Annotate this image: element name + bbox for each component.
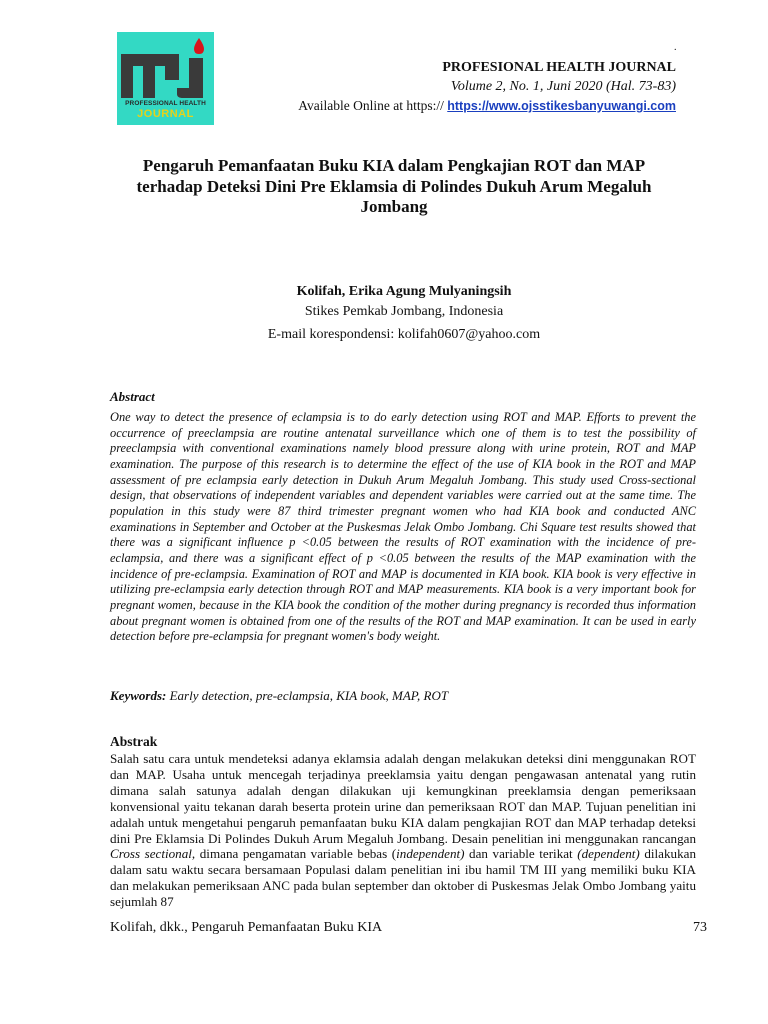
page-number: 73 [693, 920, 707, 935]
article-title: Pengaruh Pemanfaatan Buku KIA dalam Pengkajian ROT dan MAP terhadap Deteksi Dini Pre Eklamsia di Polindes Dukuh Arum Megaluh Jombang [136, 156, 652, 216]
online-prefix: Available Online at https:// [298, 98, 448, 113]
abstrak-text-2: dimana pengamatan variable bebas ( [195, 846, 397, 862]
abstrak-heading: Abstrak [110, 734, 158, 749]
keywords-line [110, 688, 448, 704]
abstrak-text-1: Salah satu cara untuk mendeteksi adanya eklamsia adalah dengan melakukan deteksi dini menggunakan ROT dan MAP. Usaha untuk mencegah terjadinya preeklamsia yaitu dengan pengawasan antenatal yang rutin dimana salah satunya adalah dengan dilakukan uji kemungkinan preeklamsia dengan pemeriksaan konvensional yaitu tekanan darah beserta protein urine dan pemeriksaan ROT dan MAP. Tujuan penelitian ini adalah untuk mengetahui pengaruh pemanfaatan buku KIA dalam pengkajian ROT dan MAP terhadap deteksi dini Pre Eklamsia Di Polindes Dukuh Arum Megaluh Jombang. Desain penelitian ini menggunakan rancangan [110, 751, 696, 846]
abstrak-emphasis-1: Cross sectional, [110, 846, 196, 862]
article-authors: Kolifah, Erika Agung Mulyaningsih [296, 284, 512, 299]
journal-volume: Volume 2, No. 1, Juni 2020 (Hal. 73-83) [450, 79, 676, 94]
abstract-heading: Abstract [110, 389, 155, 404]
abstrak-body [110, 751, 696, 910]
footer-running-title: Kolifah, dkk., Pengaruh Pemanfaatan Buku KIA [110, 920, 383, 935]
journal-logo [117, 32, 214, 125]
journal-url-link[interactable]: https://www.ojsstikesbanyuwangi.com [447, 99, 676, 113]
keywords-value: Early detection, pre-eclampsia, KIA book, MAP, ROT [166, 688, 449, 703]
journal-online-line [298, 98, 676, 114]
logo-wordmark-bottom: JOURNAL [137, 108, 194, 120]
abstract-body: One way to detect the presence of eclampsia is to do early detection using ROT and MAP. Efforts to prevent the occurrence of preeclampsia are routine antenatal surveillance which one of them is to test the possibility of preeclampsia with conventional examinations namely blood pressure along with urine protein, ROT and MAP examination. The purpose of this research is to determine the effect of the use of KIA book in the ROT and MAP assessment of pre eclampsia early detection in Dukuh Arum Megaluh Jombang. This study used Cross-sectional design, that observations of independent variables and dependent variables were carried out at the same time. The population in this study were 87 third trimester pregnant women who had KIA book and conducted ANC examinations in September and October at the Puskesmas Jelak Ombo Jombang. Chi Square test results showed that there was a significant influence p <0.05 between the results of ROT examination with the incidence of pre-eclampsia, and there was a significant effect of p <0.05 between the results of the MAP examination with the incidence of pre-eclampsia. Examination of ROT and MAP is documented in KIA book. KIA book is very effective in utilizing pre-eclampsia early detection through ROT and MAP measurements. KIA book is a very important book for pregnant women, because in the KIA book the condition of the mother during pregnancy is recorded thus information about pregnant women is obtained from one of the results of the ROT and MAP examination. It can be used in early detection before pre-eclampsia for pregnant women's body weight. [110, 410, 696, 644]
correspondence-email: E-mail korespondensi: kolifah0607@yahoo.com [267, 327, 541, 342]
abstrak-text-3: dan variable terikat [464, 846, 578, 862]
abstrak-text-4: dilakukan dalam satu waktu secara bersamaan Populasi dalam penelitian ini ibu hamil TM III yang memiliki buku KIA dan melakukan pemeriksaan ANC pada bulan september dan oktober di Puskesmas Jelak Ombo Jombang yaitu sejumlah 87 [110, 846, 696, 910]
keywords-label: Keywords: [110, 688, 167, 703]
abstrak-emphasis-2: independent) [396, 846, 465, 862]
logo-wordmark-top: PROFESSIONAL HEALTH [125, 100, 206, 107]
abstrak-emphasis-3: (dependent) [577, 846, 640, 862]
journal-name: PROFESIONAL HEALTH JOURNAL [442, 60, 676, 75]
article-affiliation: Stikes Pemkab Jombang, Indonesia [304, 304, 504, 319]
header-dot: . [674, 42, 677, 53]
